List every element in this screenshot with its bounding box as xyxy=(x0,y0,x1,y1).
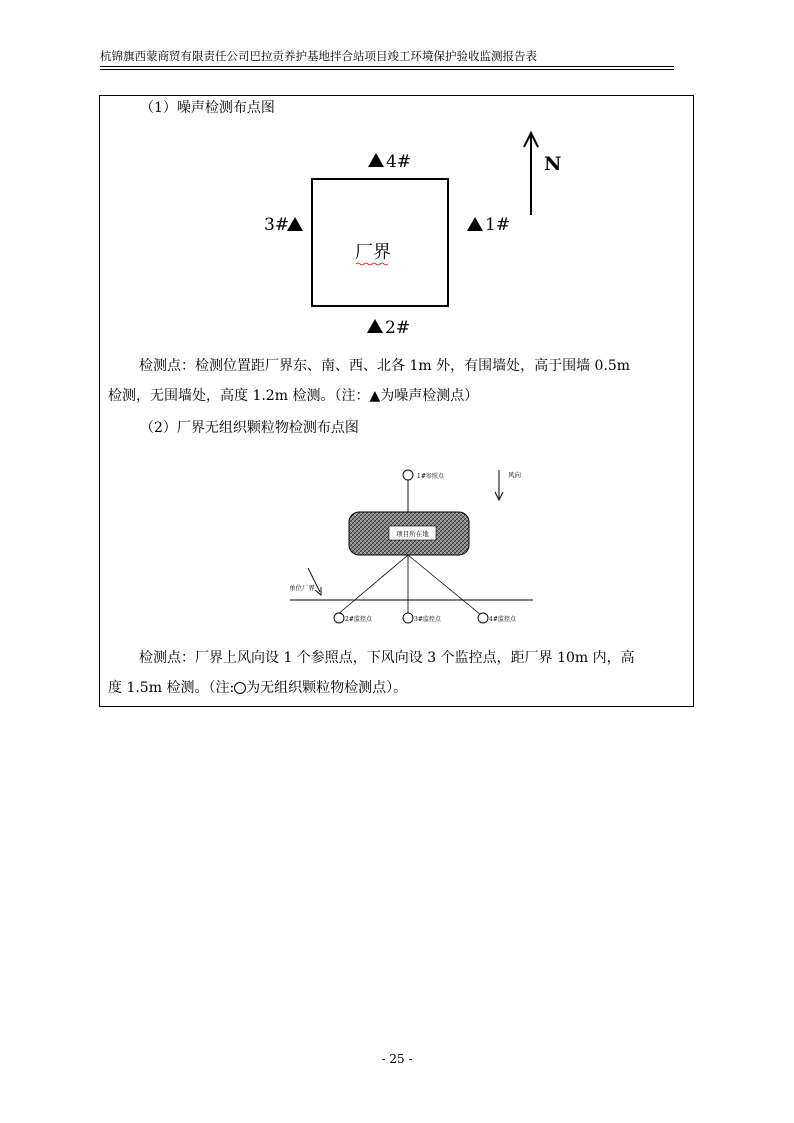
north-label: N xyxy=(544,153,562,175)
section2-note-line1: 检测点：厂界上风向设 1 个参照点，下风向设 3 个监控点，距厂界 10m 内，高 xyxy=(139,650,635,666)
plant-boundary-line-label: 单位厂界 xyxy=(289,584,315,592)
noise-point-4-triangle-icon xyxy=(368,153,384,167)
monitor-point-4-label: 4#监控点 xyxy=(489,616,516,623)
section2-note-line2-pre: 度 1.5m 检测。（注: xyxy=(108,680,235,696)
particulate-monitoring-diagram xyxy=(280,460,550,630)
monitor-point-2-label: 2#监控点 xyxy=(345,616,372,623)
section1-note-line2: 检测，无围墙处，高度 1.2m 检测。（注：▲为噪声检测点） xyxy=(108,388,479,404)
noise-point-1-label: 1# xyxy=(485,215,511,235)
monitor-line-4 xyxy=(408,555,481,615)
circle-marker-icon xyxy=(234,682,246,694)
reference-point-label: 1#参照点 xyxy=(417,473,444,480)
boundary-label-squiggle xyxy=(356,263,388,265)
monitor-point-4-circle-icon xyxy=(478,613,488,623)
project-site-label: 项目所在地 xyxy=(396,530,429,538)
monitor-point-2-circle-icon xyxy=(334,613,344,623)
section1-heading: （1）噪声检测布点图 xyxy=(140,100,275,116)
noise-point-4-label: 4# xyxy=(386,152,412,172)
monitor-point-3-label: 3#监控点 xyxy=(414,616,441,623)
noise-point-1-triangle-icon xyxy=(467,217,483,231)
header-rule-thick xyxy=(100,66,674,67)
report-header-title: 杭锦旗西蒙商贸有限责任公司巴拉贡养护基地拌合站项目竣工环境保护验收监测报告表 xyxy=(100,49,537,63)
plant-boundary-label: 厂界 xyxy=(355,242,391,263)
noise-point-3-label: 3# xyxy=(264,215,290,235)
monitor-line-2 xyxy=(337,555,408,615)
section2-note-line2-post: 为无组织颗粒物检测点）。 xyxy=(246,680,408,696)
noise-monitoring-diagram xyxy=(240,125,580,345)
section2-note-line2 xyxy=(108,678,407,698)
section1-note-line1: 检测点：检测位置距厂界东、南、西、北各 1m 外，有围墙处，高于围墙 0.5m xyxy=(139,358,631,374)
noise-point-2-triangle-icon xyxy=(367,319,383,333)
wind-direction-label: 风向 xyxy=(508,471,521,479)
noise-point-2-label: 2# xyxy=(385,318,411,338)
noise-point-3-triangle-icon xyxy=(287,217,303,231)
monitor-point-3-circle-icon xyxy=(403,613,413,623)
section2-heading: （2）厂界无组织颗粒物检测布点图 xyxy=(140,420,359,436)
header-rule-thin xyxy=(100,69,674,70)
reference-point-circle-icon xyxy=(403,470,413,480)
page-number: - 25 - xyxy=(381,1052,413,1066)
